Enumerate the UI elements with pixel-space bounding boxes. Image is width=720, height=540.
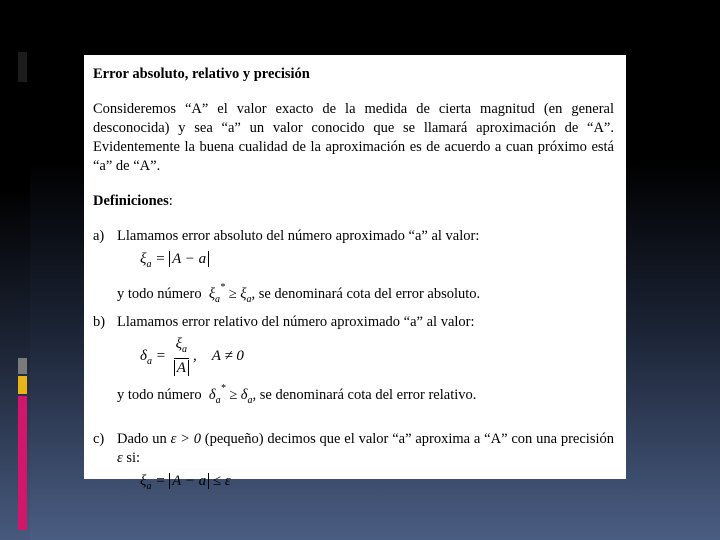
item-text: Dado un ε > 0 (pequeño) decimos que el valor “a” aproxima a “A” con una precisión ε si:: [117, 431, 615, 466]
fraction: $\frac{\xi_a}{A}$: [175, 336, 188, 376]
pink-marker: [18, 396, 27, 530]
item-label: b): [93, 314, 106, 330]
absolute-error-bound: y todo número $\xi_a^* \ge \xi_a$, se denominará cota del error absoluto.: [117, 282, 481, 305]
nonzero-condition: A ≠ 0: [211, 347, 244, 364]
definitions-heading: Definiciones:: [93, 193, 173, 209]
gray-marker: [18, 358, 27, 374]
relative-error-bound: y todo número $\delta_a^* \ge \delta_a$, se denominará cota del error relativo.: [117, 383, 477, 406]
absolute-error-formula: $\xi_a = A - a$: [140, 248, 614, 276]
item-label: c): [93, 431, 105, 447]
slide-content: [84, 55, 626, 492]
definition-c: [93, 430, 614, 468]
relative-error-formula: $\delta_a$ = $\frac{\xi_a}{A}$ , A ≠ 0: [140, 336, 244, 376]
item-label: a): [93, 228, 105, 244]
definition-a: [93, 227, 614, 246]
intro-paragraph: Consideremos “A” el valor exacto de la medida de cierta magnitud (en general desconocida) y sea “a” un valor conocido que se llamará aproximación de “A”. Evidentemente la buena cualidad de la aproximación es de acuerdo a cuan próximo está “a” de “A”.: [93, 101, 614, 174]
precision-formula: $\xi_a = A - a \le \varepsilon$: [140, 473, 231, 492]
yellow-marker: [18, 376, 27, 394]
definition-b: [93, 313, 614, 332]
item-text: Llamamos error absoluto del número aproximado “a” al valor:: [117, 228, 480, 244]
item-text: Llamamos error relativo del número aproximado “a” al valor:: [117, 314, 475, 330]
slide-title: Error absoluto, relativo y precisión: [93, 66, 310, 82]
top-marker: [18, 52, 27, 82]
